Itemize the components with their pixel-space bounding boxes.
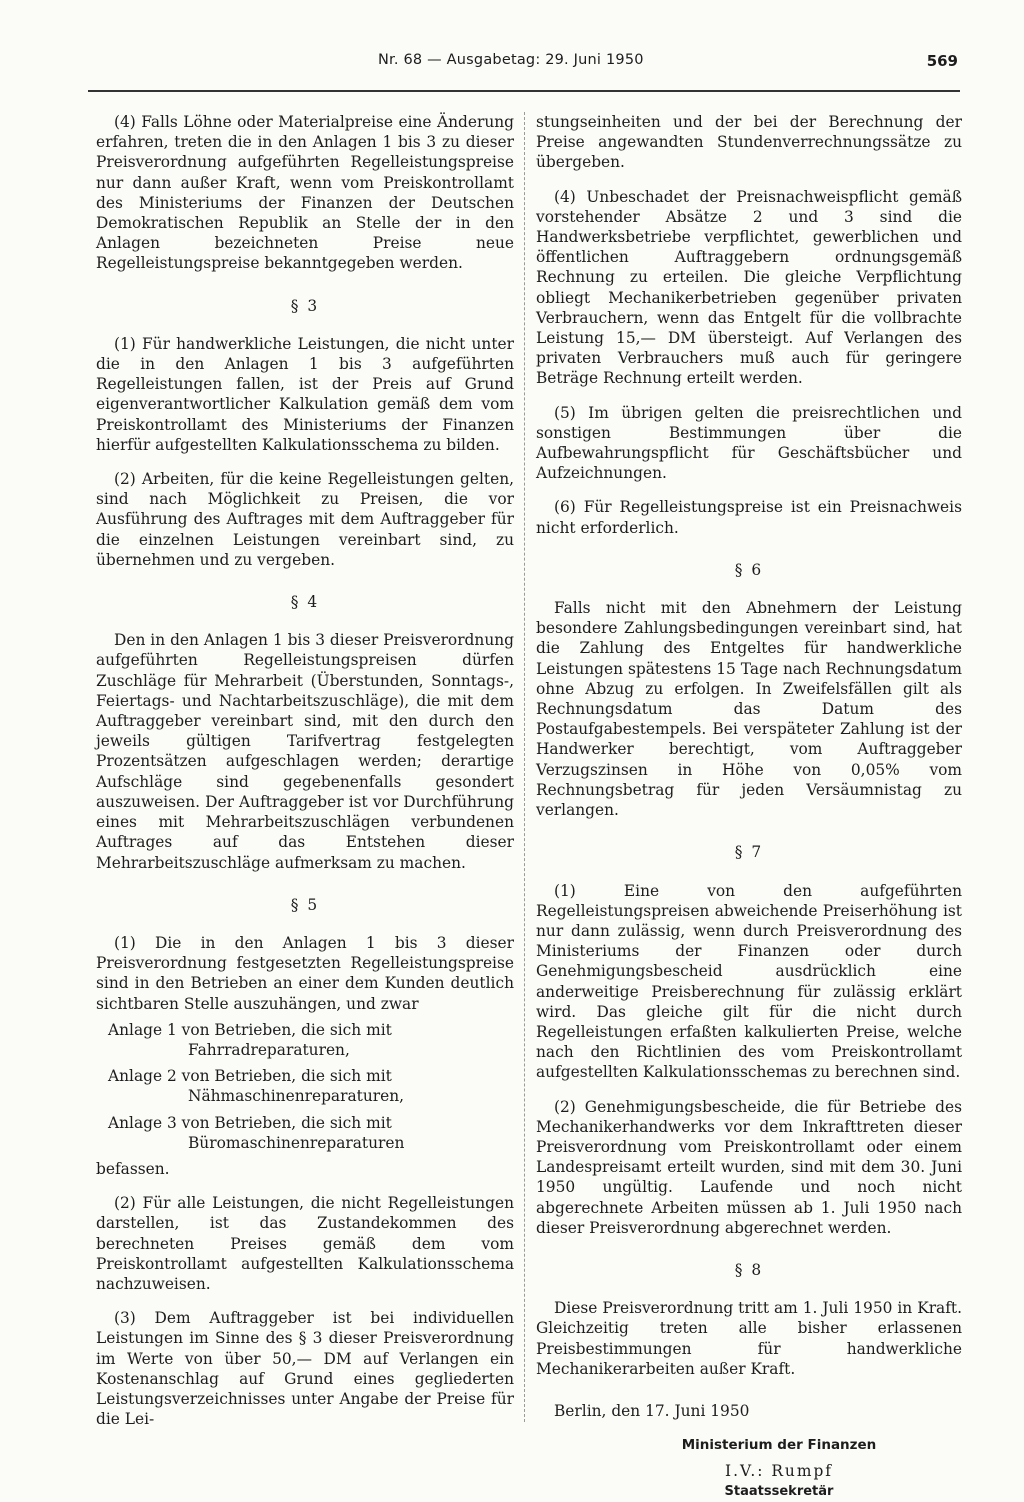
annex-item-2: Anlage 2 von Betrieben, die sich mit Nähmaschinenreparaturen, — [108, 1067, 405, 1106]
section-heading-6: § 6 — [734, 560, 764, 579]
paragraph-s5-3-start: (3) Dem Auftraggeber ist bei individuellen Leistungen im Sinne des § 3 dieser Preisverordnung im Werte von über 50,— DM auf Verlangen ein Kostenanschlag auf Grund eines gegliederten Leistungsverzeichnisses unter Angabe der Preise für die Lei- — [96, 1309, 514, 1429]
paragraph-s5-4: (4) Unbeschadet der Preisnachweispflicht gemäß vorstehender Absätze 2 und 3 sind die Handwerksbetriebe verpflichtet, gewerblichen und öffentlichen Auftraggebern ordnungsgemäß Rechnung zu erteilen. Die gleiche Verpflichtung obliegt Mechanikerbetrieben gegenüber privaten Verbrauchern, wenn das Entgelt für die vollbrachte Leistung 15,— DM übersteigt. Auf Verlangen des privaten Verbrauchers muß auch für geringere Beträge Rechnung erteilt werden. — [536, 187, 962, 388]
paragraph-s5-1: (1) Die in den Anlagen 1 bis 3 dieser Preisverordnung festgesetzten Regelleistungspreise sind in den Betrieben an einer dem Kunden deutlich sichtbaren Stelle auszuhängen, und zwar — [96, 933, 514, 1013]
befassen-text: befassen. — [96, 1159, 170, 1178]
paragraph-s7-2: (2) Genehmigungsbescheide, die für Betriebe des Mechanikerhandwerks vor dem Inkrafttreten dieser Preisverordnung vom Preiskontrollamt oder einem Landespreisamt erteilt wurden, sind mit dem 30. Juni 1950 ungültig. Laufende und noch nicht abgerechnete Arbeiten müssen ab 1. Juli 1950 nach dieser Preisverordnung abgerechnet werden. — [536, 1097, 962, 1237]
place-and-date: Berlin, den 17. Juni 1950 — [554, 1401, 750, 1420]
page-header — [88, 50, 968, 80]
paragraph-s6: Falls nicht mit den Abnehmern der Leistung besondere Zahlungsbedingungen vereinbart sind, hat die Zahlung des Entgeltes für handwerkliche Leistungen spätestens 15 Tage nach Rechnungsdatum ohne Abzug zu erfolgen. In Zweifelsfällen gilt als Rechnungsdatum das Datum des Postaufgabestempels. Bei verspäteter Zahlung ist der Handwerker berechtigt, vom Auftraggeber Verzugszinsen in Höhe von 0,05% vom Rechnungsbetrag für jeden Versäumnistag zu verlangen. — [536, 599, 962, 820]
column-divider — [524, 112, 525, 1422]
right-column — [536, 112, 962, 1502]
header-rule — [88, 90, 960, 92]
paragraph-s5-3-continued: stungseinheiten und der bei der Berechnung der Preise angewandten Stundenverrechnungssätze zu übergeben. — [536, 113, 962, 172]
paragraph-s2-4: (4) Falls Löhne oder Materialpreise eine Änderung erfahren, treten die in den Anlagen 1 bis 3 zu dieser Preisverordnung aufgeführten Regelleistungspreise nur dann außer Kraft, wenn vom Preiskontrollamt des Ministeriums der Finanzen der Deutschen Demokratischen Republik an Stelle der in den Anlagen bezeichneten Preise neue Regelleistungspreise bekanntgegeben werden. — [96, 113, 514, 273]
running-title: Nr. 68 — Ausgabetag: 29. Juni 1950 — [378, 52, 644, 68]
paragraph-s5-2: (2) Für alle Leistungen, die nicht Regelleistungen darstellen, ist das Zustandekommen des berechneten Preises gemäß dem vom Preiskontrollamt aufgestellten Kalkulationsschema nachzuweisen. — [96, 1194, 514, 1293]
section-heading-4: § 4 — [290, 593, 320, 612]
signatory: I.V.: Rumpf — [724, 1462, 833, 1481]
page-number: 569 — [926, 52, 958, 70]
section-heading-8: § 8 — [734, 1260, 764, 1279]
annex-item-1: Anlage 1 von Betrieben, die sich mit Fahrradreparaturen, — [108, 1020, 392, 1059]
paragraph-s3-2: (2) Arbeiten, für die keine Regelleistungen gelten, sind nach Möglichkeit zu Preisen, die vor Ausführung des Auftrages mit dem Auftraggeber für die einzelnen Leistungen vereinbart sind, zu übernehmen und zu vergeben. — [96, 470, 514, 569]
paragraph-s5-5: (5) Im übrigen gelten die preisrechtlichen und sonstigen Bestimmungen über die Aufbewahrungspflicht für Geschäftsbücher und Aufzeichnungen. — [536, 403, 962, 483]
section-heading-3: § 3 — [290, 296, 320, 315]
paragraph-s8: Diese Preisverordnung tritt am 1. Juli 1950 in Kraft. Gleichzeitig treten alle bisher erlassenen Preisbestimmungen für handwerkliche Mechanikerarbeiten außer Kraft. — [536, 1299, 962, 1378]
paragraph-s3-1: (1) Für handwerkliche Leistungen, die nicht unter die in den Anlagen 1 bis 3 aufgeführten Regelleistungen fallen, ist der Preis auf Grund eigenverantwortlicher Kalkulation gemäß dem vom Preiskontrollamt des Ministeriums der Finanzen hierfür aufgestellten Kalkulationsschema zu bilden. — [96, 334, 514, 454]
signatory-title: Staatssekretär — [724, 1483, 834, 1499]
left-column — [96, 112, 514, 1429]
section-heading-5: § 5 — [290, 895, 320, 914]
paragraph-s5-6: (6) Für Regelleistungspreise ist ein Preisnachweis nicht erforderlich. — [536, 498, 962, 537]
issuing-ministry: Ministerium der Finanzen — [681, 1437, 877, 1454]
paragraph-s4: Den in den Anlagen 1 bis 3 dieser Preisverordnung aufgeführten Regelleistungspreisen dürfen Zuschläge für Mehrarbeit (Überstunden, Sonntags-, Feiertags- und Nachtarbeitszuschläge), die mit dem Auftraggeber vereinbart sind, mit den durch den jeweils gültigen Tarifvertrag festgelegten Prozentsätzen aufgeschlagen werden; derartige Aufschläge sind gegebenenfalls gesondert auszuweisen. Der Auftraggeber ist vor Durchführung eines mit Mehrarbeitszuschlägen verbundenen Auftrages auf das Entstehen dieser Mehrarbeitszuschläge aufmerksam zu machen. — [96, 631, 514, 872]
section-heading-7: § 7 — [734, 843, 764, 862]
annex-item-3: Anlage 3 von Betrieben, die sich mit Büromaschinenreparaturen — [108, 1113, 405, 1152]
paragraph-s7-1: (1) Eine von den aufgeführten Regelleistungspreisen abweichende Preiserhöhung ist nur dann zulässig, wenn durch Preisverordnung des Ministeriums der Finanzen oder durch Genehmigungsbescheid ausdrücklich eine anderweitige Preisberechnung für zulässig erklärt wird. Das gleiche gilt für die nicht durch Regelleistungen erfaßten kalkulierten Preise, welche nach den Richtlinien des vom Preiskontrollamt aufgestellten Kalkulationsschemas zu berechnen sind. — [536, 881, 962, 1082]
